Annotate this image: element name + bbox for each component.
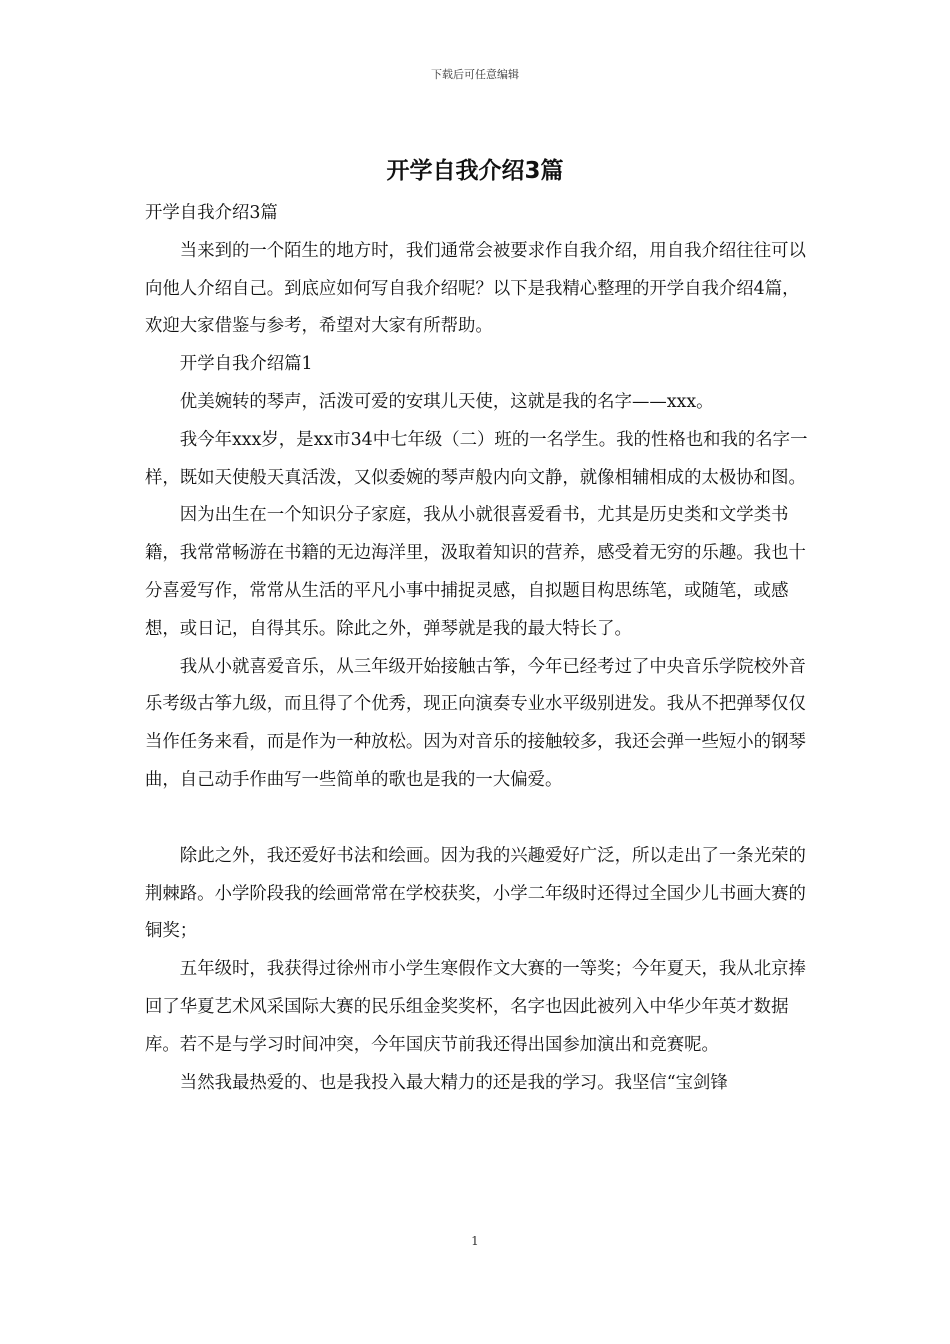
body-paragraph: 我从小就喜爱音乐，从三年级开始接触古筝，今年已经考过了中央音乐学院校外音乐考级古筝九级，而且得了个优秀，现正向演奏专业水平级别进发。我从不把弹琴仅仅当作任务来看，而是作为一种放松。因为对音乐的接触较多，我还会弹一些短小的钢琴曲，自己动手作曲写一些简单的歌也是我的一大偏爱。	[145, 656, 806, 790]
body-paragraph: 除此之外，我还爱好书法和绘画。因为我的兴趣爱好广泛，所以走出了一条光荣的荆棘路。小学阶段我的绘画常常在学校获奖，小学二年级时还得过全国少儿书画大赛的铜奖；	[145, 845, 806, 942]
body-paragraph: 当然我最热爱的、也是我投入最大精力的还是我的学习。我坚信“宝剑锋	[179, 1072, 728, 1093]
page-header: 下载后可任意编辑	[431, 68, 519, 81]
section-heading: 开学自我介绍篇1	[179, 354, 313, 375]
body-paragraph: 五年级时，我获得过徐州市小学生寒假作文大赛的一等奖；今年夏天，我从北京捧回了华夏艺术风采国际大赛的民乐组金奖奖杯，名字也因此被列入中华少年英才数据库。若不是与学习时间冲突，今年国庆节前我还得出国参加演出和竞赛呢。	[145, 959, 806, 1055]
subtitle-paragraph: 开学自我介绍3篇	[145, 203, 278, 223]
body-paragraph: 因为出生在一个知识分子家庭，我从小就很喜爱看书，尤其是历史类和文学类书籍，我常常畅游在书籍的无边海洋里，汲取着知识的营养，感受着无穷的乐趣。我也十分喜爱写作，常常从生活的平凡小事中捕捉灵感，自拟题目构思练笔，或随笔，或感想，或日记，自得其乐。除此之外，弹琴就是我的最大特长了。	[145, 505, 806, 639]
document-body	[145, 195, 813, 1102]
page-number: 1	[471, 1234, 479, 1248]
intro-paragraph: 当来到的一个陌生的地方时，我们通常会被要求作自我介绍，用自我介绍往往可以向他人介绍自己。到底应如何写自我介绍呢？以下是我精心整理的开学自我介绍4篇，欢迎大家借鉴与参考，希望对大家有所帮助。	[145, 240, 806, 337]
paragraph-gap	[145, 800, 813, 838]
body-paragraph: 我今年xxx岁，是xx市34中七年级（二）班的一名学生。我的性格也和我的名字一样，既如天使般天真活泼，又似委婉的琴声般内向文静，就像相辅相成的太极协和图。	[145, 429, 808, 488]
body-paragraph: 优美婉转的琴声，活泼可爱的安琪儿天使，这就是我的名字——xxx。	[179, 391, 714, 412]
document-title: 开学自我介绍3篇	[386, 158, 564, 184]
